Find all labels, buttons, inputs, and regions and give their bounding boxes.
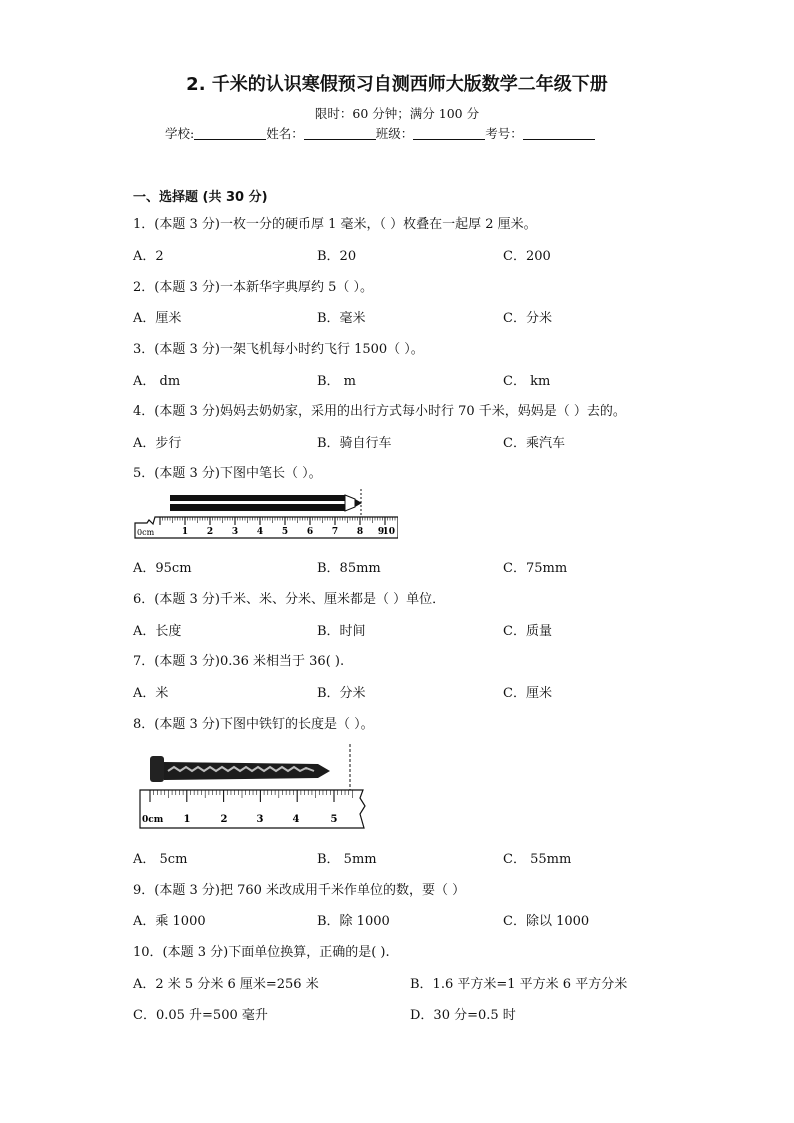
question-8: 8．(本题 3 分)下图中铁钉的长度是（ ）。 [133, 717, 374, 732]
question-5: 5．(本题 3 分)下图中笔长（ ）。 [133, 466, 322, 481]
question-2: 2．(本题 3 分)一本新华字典厚约 5（ ）。 [133, 280, 373, 295]
q3-option-b: B． m [317, 374, 357, 389]
exam-number-blank[interactable] [523, 126, 595, 140]
student-info-line [165, 124, 595, 142]
q8-option-a: A． 5cm [133, 852, 188, 867]
exam-number-label: 考号： [485, 126, 523, 141]
q5-option-b: B．85mm [317, 561, 381, 576]
q6-option-b: B．时间 [317, 624, 366, 639]
q7-option-b: B．分米 [317, 686, 366, 701]
q2-option-a: A．厘米 [133, 311, 182, 326]
q4-option-a: A．步行 [133, 436, 182, 451]
pencil-ruler-label-7: 7 [331, 527, 339, 537]
pencil-wood-tip [345, 495, 355, 511]
question-10: 10．(本题 3 分)下面单位换算，正确的是( ). [133, 945, 390, 960]
nail-ruler-unit: 0cm [142, 815, 164, 825]
nail-shank [164, 762, 330, 780]
q5-option-c: C．75mm [503, 561, 568, 576]
page-title: 2. 千米的认识寒假预习自测西师大版数学二年级下册 [186, 74, 608, 95]
q1-option-a: A．2 [133, 249, 164, 264]
class-label: 班级： [375, 126, 414, 141]
q7-option-c: C．厘米 [503, 686, 552, 701]
school-blank[interactable] [194, 126, 266, 140]
nail-ruler-label-1: 1 [183, 814, 191, 825]
nail-head [150, 756, 164, 782]
q7-option-a: A．米 [133, 686, 169, 701]
q2-option-c: C．分米 [503, 311, 552, 326]
pencil-ruler-label-8: 8 [356, 527, 364, 537]
question-4: 4．(本题 3 分)妈妈去奶奶家，采用的出行方式每小时行 70 千米，妈妈是（ ）去的。 [133, 404, 626, 419]
q6-option-a: A．长度 [133, 624, 182, 639]
q8-option-c: C． 55mm [503, 852, 572, 867]
q1-option-b: B．20 [317, 249, 357, 264]
nail-ruler-label-3: 3 [256, 814, 264, 825]
q10-option-a: A．2 米 5 分米 6 厘米=256 米 [133, 977, 319, 992]
question-9: 9．(本题 3 分)把 760 米改成用千米作单位的数，要（ ） [133, 883, 466, 898]
pencil-stripe [170, 501, 345, 504]
q9-option-a: A．乘 1000 [133, 914, 206, 929]
q5-option-a: A．95cm [133, 561, 192, 576]
q1-option-c: C．200 [503, 249, 551, 264]
q3-option-a: A． dm [133, 374, 181, 389]
school-label: 学校: [165, 126, 195, 141]
question-3: 3．(本题 3 分)一架飞机每小时约飞行 1500（ ）。 [133, 342, 424, 357]
pencil-ruler-label-5: 5 [281, 527, 289, 537]
q10-option-d: D．30 分=0.5 时 [410, 1008, 516, 1023]
pencil-ruler-label-1: 1 [181, 527, 189, 537]
name-blank[interactable] [304, 126, 376, 140]
question-6: 6．(本题 3 分)千米、米、分米、厘米都是（ ）单位． [133, 592, 446, 607]
pencil-ruler-label-9: 9 [377, 527, 385, 537]
pencil-ruler-label-10: 10 [382, 527, 395, 537]
nail-ruler-label-5: 5 [330, 814, 338, 825]
q3-option-c: C． km [503, 374, 551, 389]
pencil-ruler-label-3: 3 [231, 527, 239, 537]
pencil-ruler-label-6: 6 [306, 527, 314, 537]
q4-option-b: B．骑自行车 [317, 436, 392, 451]
q6-option-c: C．质量 [503, 624, 552, 639]
q10-option-b: B．1.6 平方米=1 平方米 6 平方分米 [410, 977, 628, 992]
question-7: 7．(本题 3 分)0.36 米相当于 36( ). [133, 654, 345, 669]
pencil-ruler-label-2: 2 [206, 527, 214, 537]
name-label: 姓名： [266, 126, 304, 141]
nail-ruler-label-4: 4 [292, 814, 300, 825]
q10-option-c: C．0.05 升=500 毫升 [133, 1008, 268, 1023]
q8-option-b: B． 5mm [317, 852, 377, 867]
q4-option-c: C．乘汽车 [503, 436, 565, 451]
class-blank[interactable] [413, 126, 485, 140]
question-1: 1．(本题 3 分)一枚一分的硬币厚 1 毫米，（ ）枚叠在一起厚 2 厘米。 [133, 217, 537, 232]
pencil-ruler-label-4: 4 [256, 527, 264, 537]
q9-option-b: B．除 1000 [317, 914, 390, 929]
q2-option-b: B．毫米 [317, 311, 366, 326]
section-heading: 一、选择题 (共 30 分) [133, 190, 268, 205]
nail-ruler-label-2: 2 [220, 814, 228, 825]
pencil-ruler-unit: 0cm [137, 528, 155, 537]
q9-option-c: C．除以 1000 [503, 914, 590, 929]
time-limit: 限时：60 分钟；满分 100 分 [314, 106, 480, 121]
nail-ruler-figure [138, 742, 368, 832]
pencil-ruler-figure [133, 487, 398, 543]
